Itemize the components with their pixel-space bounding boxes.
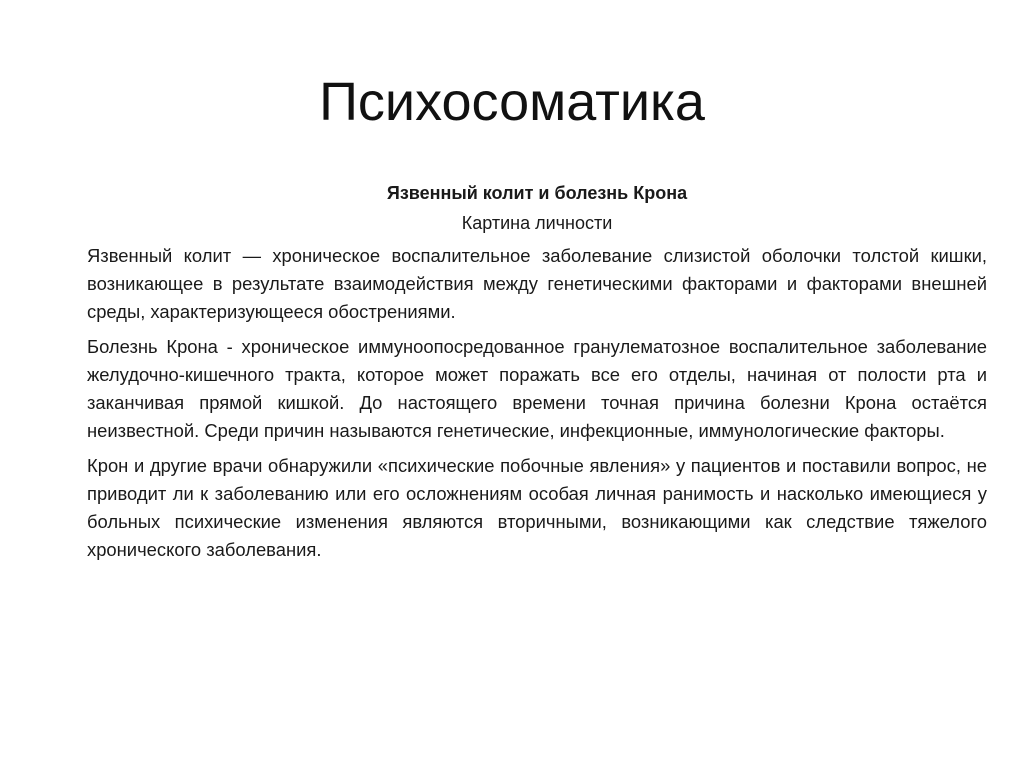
section-heading: Картина личности — [461, 213, 613, 233]
slide-title: Психосоматика — [319, 72, 705, 132]
paragraph-ulcerative-colitis: Язвенный колит — хроническое воспалительное заболевание слизистой оболочки толстой кишки, возникающее в результате взаимодействия между генетическими факторами и факторами внешней среды, характеризующееся обострениями. — [87, 245, 987, 322]
slide-subtitle: Язвенный колит и болезнь Крона — [386, 183, 688, 203]
paragraph-crohns-disease: Болезнь Крона - хроническое иммуноопосредованное гранулематозное воспалительное заболевание желудочно-кишечного тракта, которое может поражать все его отделы, начиная от полости рта и заканчивая прямой кишкой. До настоящего времени точная причина болезни Крона остаётся неизвестной. Среди причин называются генетические, инфекционные, иммунологические факторы. — [87, 336, 987, 441]
paragraph-psychic-effects: Крон и другие врачи обнаружили «психические побочные явления» у пациентов и поставили вопрос, не приводит ли к заболеванию или его осложнениям особая личная ранимость и насколько имеющиеся у больных психические изменения являются вторичными, возникающими как следствие тяжелого хронического заболевания. — [87, 455, 987, 560]
slide-content — [87, 180, 987, 571]
